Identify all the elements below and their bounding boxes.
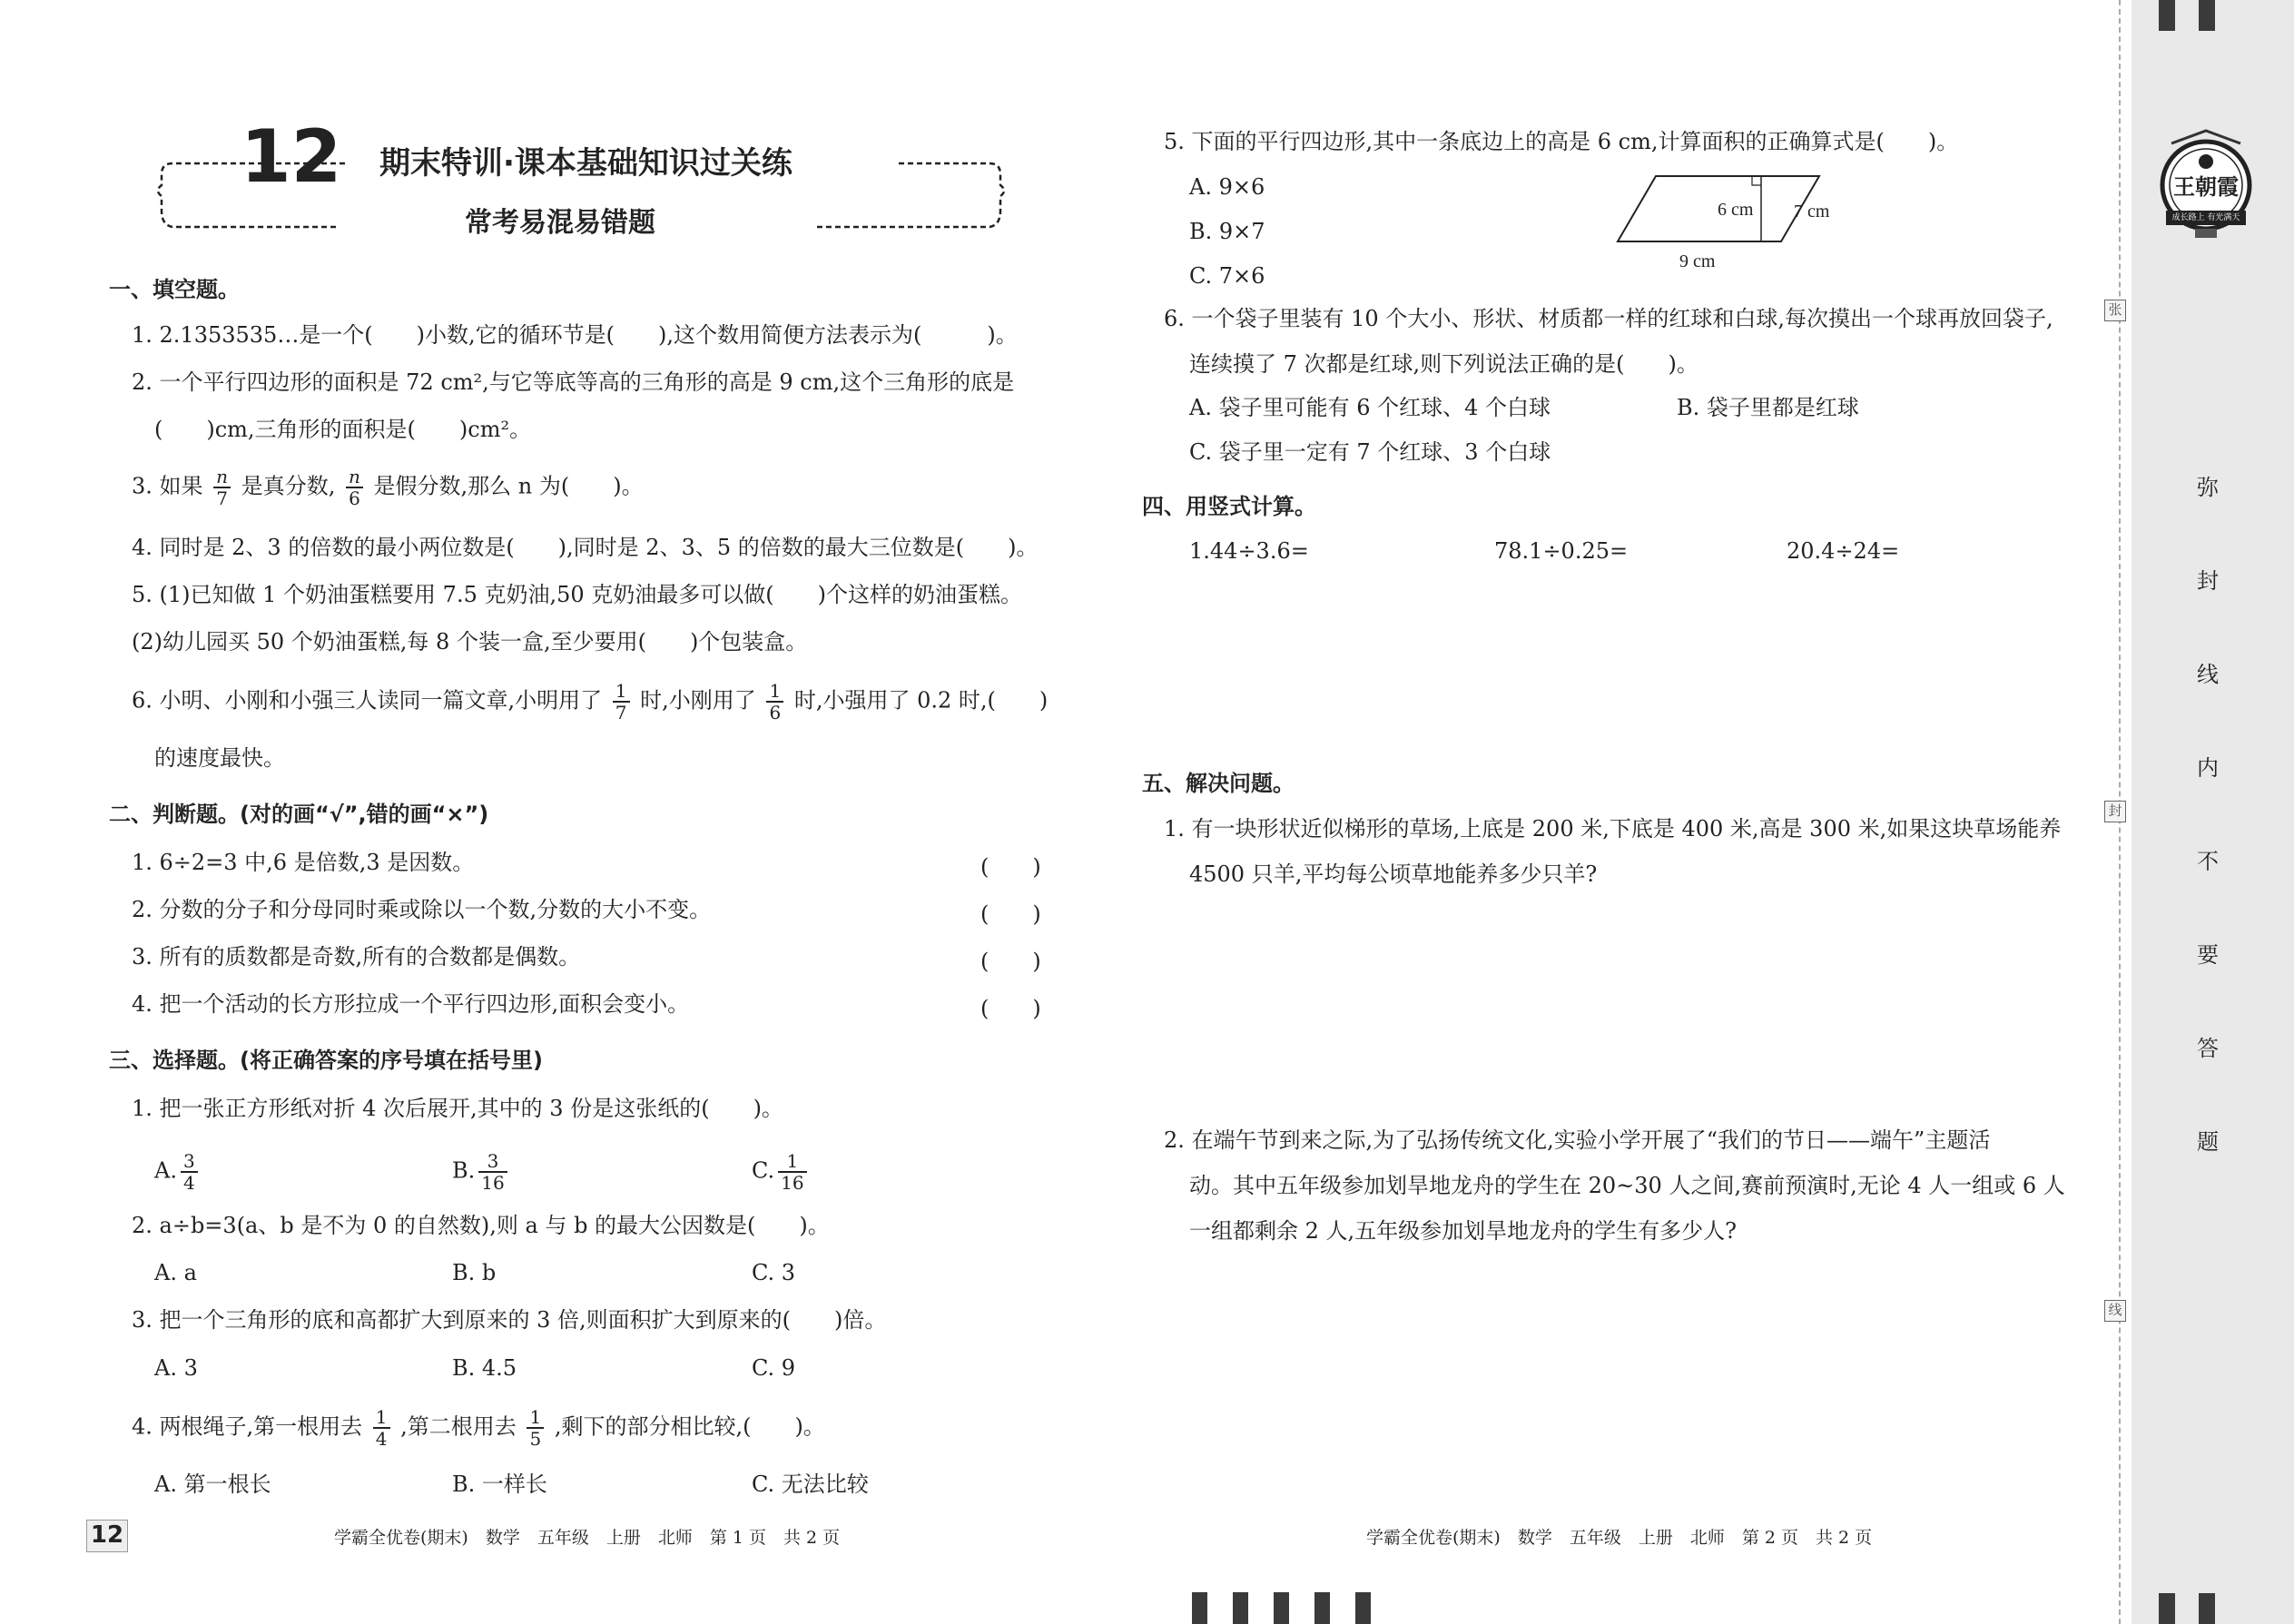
section-title: 五、解决问题。 [1142, 771, 1295, 796]
mc-option-c: C. 3 [752, 1260, 796, 1285]
calc-item-1: 1.44÷3.6= [1189, 538, 1309, 564]
answer-paren[interactable]: ( ) [980, 854, 1041, 880]
height-label: 6 cm [1718, 200, 1754, 220]
q3-mid: 是真分数, [241, 473, 336, 499]
mc-option-b: B. 一样长 [452, 1471, 547, 1497]
question-2: 2. 一个平行四边形的面积是 72 cm²,与它等底等高的三角形的高是 9 cm,这个三角形的底是 [132, 369, 1015, 395]
page-subtitle: 常考易混易错题 [465, 207, 655, 239]
answer-paren[interactable]: ( ) [980, 996, 1041, 1021]
mc-option-a: A. a [154, 1260, 197, 1285]
mc-question-6-cont: 连续摸了 7 次都是红球,则下列说法正确的是( )。 [1189, 351, 1698, 377]
seal-line-char: 内 [2197, 755, 2219, 781]
calc-item-2: 78.1÷0.25= [1494, 538, 1629, 564]
question-3 [132, 467, 644, 508]
mc-option-c: C. 无法比较 [752, 1471, 869, 1497]
mc-option-b: B. 4.5 [452, 1355, 517, 1381]
fraction: $\frac{3}{16}$ [478, 1151, 507, 1193]
seal-line-char: 题 [2197, 1129, 2219, 1155]
registration-mark [2199, 1593, 2215, 1624]
mc-option-a: A. 3 [154, 1355, 198, 1381]
seal-line-char: 答 [2197, 1036, 2219, 1061]
answer-paren[interactable]: ( ) [980, 949, 1041, 974]
mc-option-a: A. 第一根长 [154, 1471, 271, 1497]
mc-question-1: 1. 把一张正方形纸对折 4 次后展开,其中的 3 份是这张纸的( )。 [132, 1096, 783, 1121]
footer-left: 学霸全优卷(期末) 数学 五年级 上册 北师 第 1 页 共 2 页 [334, 1528, 841, 1548]
mc-question-6: 6. 一个袋子里装有 10 个大小、形状、材质都一样的红球和白球,每次摸出一个球再放回袋子, [1164, 306, 2053, 331]
problem-1-cont: 4500 只羊,平均每公顷草地能养多少只羊? [1189, 861, 1598, 887]
tf-item-1: 1. 6÷2=3 中,6 是倍数,3 是因数。 [132, 850, 475, 875]
fraction: $\frac{1}{4}$ [373, 1407, 390, 1449]
question-5-part2: (2)幼儿园买 50 个奶油蛋糕,每 8 个装一盒,至少要用( )个包装盒。 [132, 629, 808, 655]
problem-2: 2. 在端午节到来之际,为了弘扬传统文化,实验小学开展了“我们的节日——端午”主题活 [1164, 1127, 1991, 1153]
mc-option-c: C. 9 [752, 1355, 796, 1381]
mc-question-5: 5. 下面的平行四边形,其中一条底边上的高是 6 cm,计算面积的正确算式是( )。 [1164, 129, 1959, 154]
fraction: $\frac{1}{6}$ [766, 681, 783, 723]
registration-mark [2199, 0, 2215, 31]
margin-box-char: 封 [2104, 801, 2126, 822]
section-title: 二、判断题。(对的画“√”,错的画“×”) [109, 802, 489, 827]
question-1: 1. 2.1353535…是一个( )小数,它的循环节是( ),这个数用简便方法表示为( )。 [132, 322, 1018, 348]
question-4: 4. 同时是 2、3 的倍数的最小两位数是( ),同时是 2、3、5 的倍数的最大三位数是( )。 [132, 535, 1039, 560]
seal-line-char: 不 [2197, 849, 2219, 874]
mc-question-2: 2. a÷b=3(a、b 是不为 0 的自然数),则 a 与 b 的最大公因数是( )。 [132, 1213, 830, 1238]
question-2-cont: ( )cm,三角形的面积是( )cm²。 [154, 417, 532, 442]
fraction: $\frac{n}{7}$ [213, 467, 231, 508]
sidebar-panel [2132, 0, 2294, 1624]
page-number-badge: 12 [86, 1520, 128, 1552]
fraction: $\frac{n}{6}$ [346, 467, 363, 508]
page-title: 期末特训·课本基础知识过关练 [379, 145, 793, 182]
mc-option-b: B. 袋子里都是红球 [1677, 395, 1859, 420]
margin-box-char: 线 [2104, 1300, 2126, 1322]
question-5: 5. (1)已知做 1 个奶油蛋糕要用 7.5 克奶油,50 克奶油最多可以做( )个这样的奶油蛋糕。 [132, 582, 1022, 607]
question-6-cont: 的速度最快。 [154, 745, 285, 771]
tf-item-2: 2. 分数的分子和分母同时乘或除以一个数,分数的大小不变。 [132, 897, 712, 922]
seal-line-char: 线 [2197, 662, 2219, 687]
fraction: $\frac{3}{4}$ [181, 1151, 198, 1193]
registration-mark [2159, 0, 2175, 31]
margin-box-char: 张 [2104, 300, 2126, 321]
q3-post: 是假分数,那么 n 为( )。 [373, 473, 644, 499]
problem-1: 1. 有一块形状近似梯形的草场,上底是 200 米,下底是 400 米,高是 300 米,如果这块草场能养 [1164, 816, 2062, 842]
right-angle-mark [1752, 176, 1761, 185]
calc-item-3: 20.4÷24= [1787, 538, 1900, 564]
problem-2-cont: 动。其中五年级参加划旱地龙舟的学生在 20~30 人之间,赛前预演时,无论 4 人一组或 6 人 [1189, 1173, 2065, 1198]
registration-mark [2159, 1593, 2175, 1624]
mc-question-4: 4. 两根绳子,第一根用去 $\frac{1}{4}$ ,第二根用去 $\frac{1}{5}$ ,剩下的部分相比较,( )。 [132, 1406, 825, 1450]
fraction: $\frac{1}{16}$ [778, 1151, 806, 1193]
base-label: 9 cm [1679, 251, 1716, 271]
seal-line-char: 要 [2197, 942, 2219, 968]
seal-line-char: 弥 [2197, 475, 2219, 500]
tf-item-3: 3. 所有的质数都是奇数,所有的合数都是偶数。 [132, 944, 581, 969]
mc-option-c: C. $\frac{1}{16}$ [752, 1151, 811, 1193]
answer-paren[interactable]: ( ) [980, 901, 1041, 927]
section-title: 三、选择题。(将正确答案的序号填在括号里) [109, 1048, 543, 1073]
mc-option-b: B. b [452, 1260, 497, 1285]
section-title: 一、填空题。 [109, 277, 240, 302]
q6-mid: 时,小刚用了 [640, 687, 756, 714]
q6-post: 时,小强用了 0.2 时,( ) [793, 687, 1049, 714]
brand-logo [2159, 127, 2253, 241]
exam-number: 12 [241, 114, 342, 199]
fraction: $\frac{1}{5}$ [527, 1407, 544, 1449]
mc-option-a: A. 袋子里可能有 6 个红球、4 个白球 [1189, 395, 1551, 420]
question-6 [132, 681, 1048, 723]
problem-2-cont: 一组都剩余 2 人,五年级参加划旱地龙舟的学生有多少人? [1189, 1218, 1738, 1244]
mc-option-a: A. $\frac{3}{4}$ [154, 1151, 202, 1193]
mc-option-c: C. 袋子里一定有 7 个红球、3 个白球 [1189, 439, 1551, 465]
q3-pre: 3. 如果 [132, 473, 203, 499]
mc-option-c: C. 7×6 [1189, 263, 1265, 289]
logo-text: 王朝霞 [2173, 173, 2239, 200]
mc-question-3: 3. 把一个三角形的底和高都扩大到原来的 3 倍,则面积扩大到原来的( )倍。 [132, 1307, 887, 1333]
q6-pre: 6. 小明、小刚和小强三人读同一篇文章,小明用了 [132, 687, 603, 714]
seal-line-char: 封 [2197, 568, 2219, 594]
mc-option-a: A. 9×6 [1189, 174, 1265, 200]
fraction: $\frac{1}{7}$ [613, 681, 630, 723]
mc-option-b: B. $\frac{3}{16}$ [452, 1151, 511, 1193]
parallelogram-figure [1616, 163, 1834, 281]
tf-item-4: 4. 把一个活动的长方形拉成一个平行四边形,面积会变小。 [132, 991, 690, 1017]
section-title: 四、用竖式计算。 [1142, 494, 1316, 519]
logo-slogan: 成长路上 有光满天 [2171, 213, 2240, 222]
mc-option-b: B. 9×7 [1189, 219, 1265, 244]
footer-right: 学霸全优卷(期末) 数学 五年级 上册 北师 第 2 页 共 2 页 [1366, 1528, 1873, 1548]
side-label: 7 cm [1794, 202, 1830, 221]
